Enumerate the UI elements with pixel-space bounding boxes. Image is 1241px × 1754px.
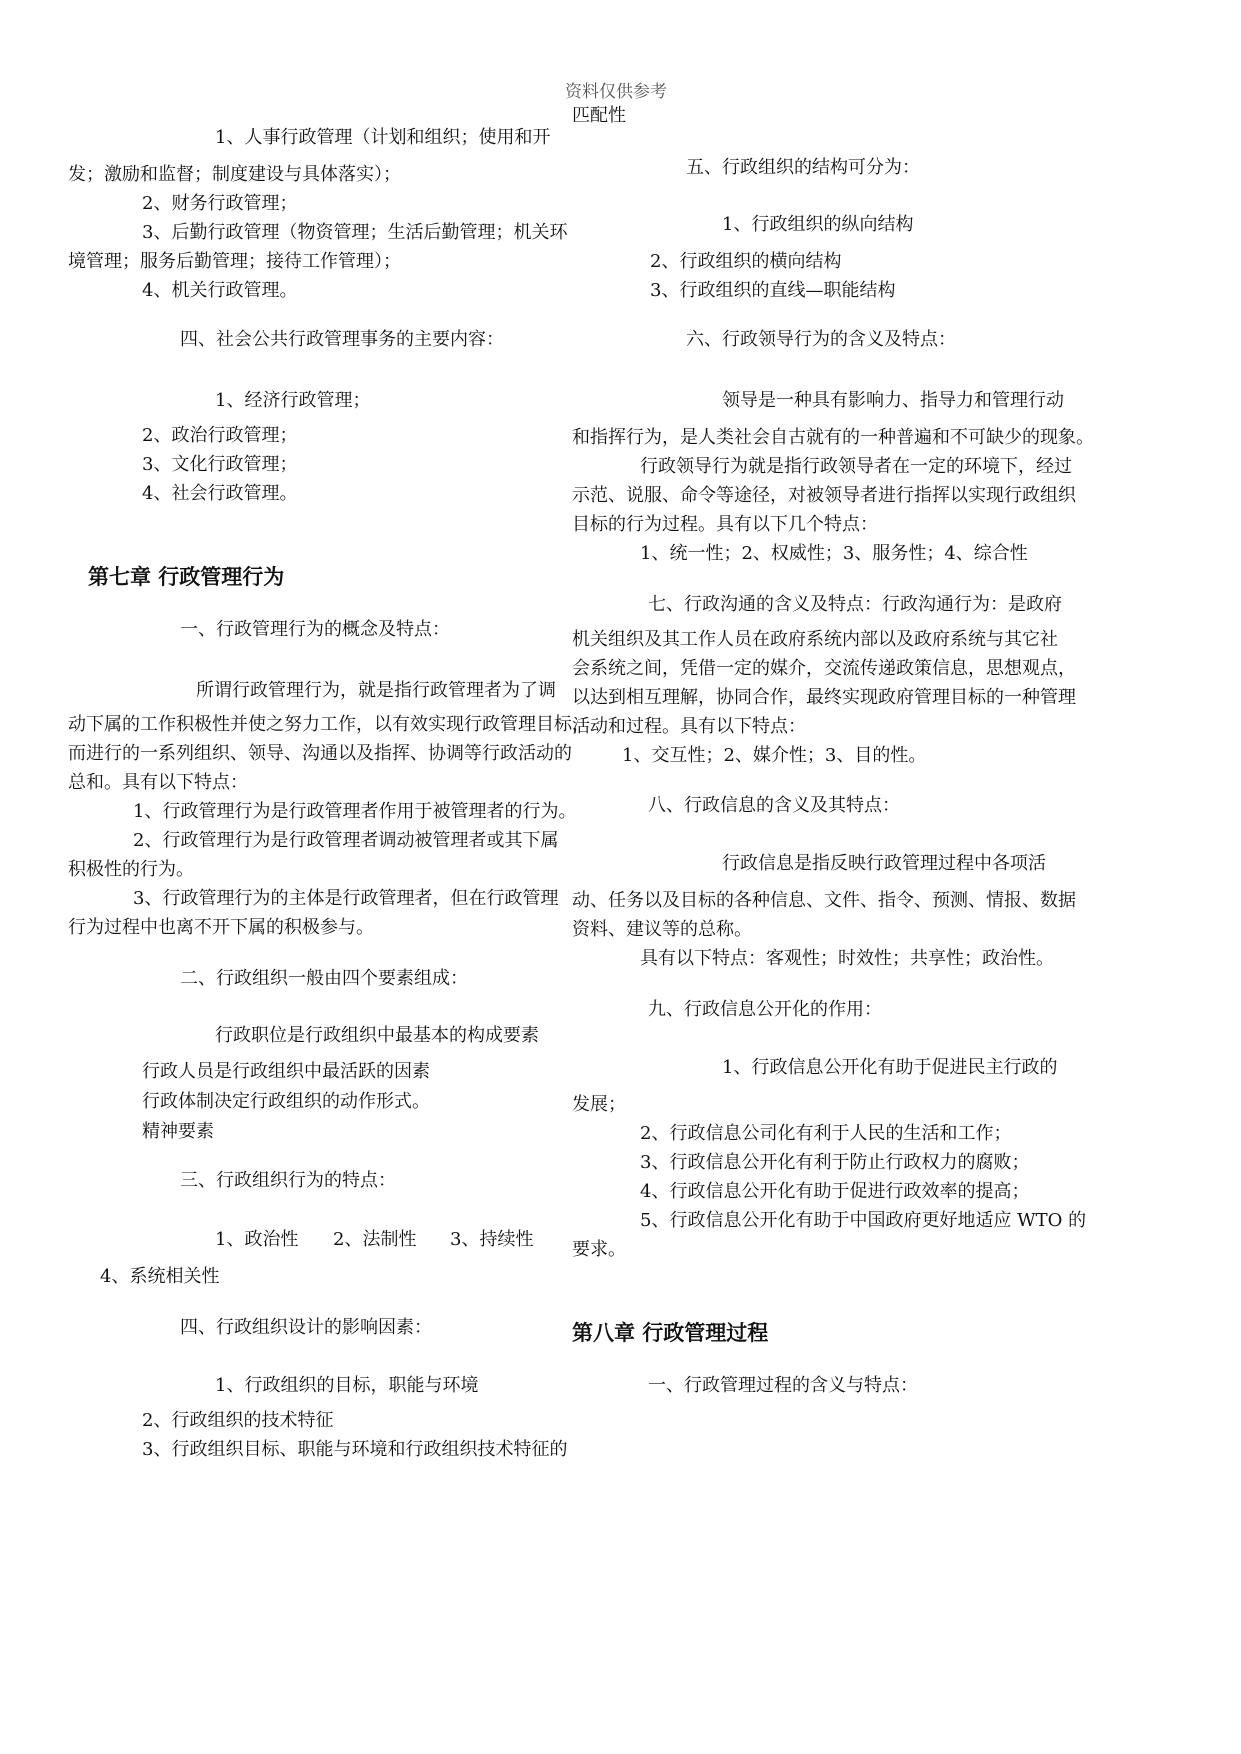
section-heading: 八、行政信息的含义及其特点： bbox=[648, 795, 900, 816]
text-line: 要求。 bbox=[572, 1239, 626, 1260]
text-line: 领导是一种具有影响力、指导力和管理行动 bbox=[722, 390, 1064, 411]
text-line: 动下属的工作积极性并使之努力工作，以有效实现行政管理目标， bbox=[68, 714, 590, 735]
text-line: 发展； bbox=[572, 1094, 626, 1115]
text-line: 动、任务以及目标的各种信息、文件、指令、预测、情报、数据 bbox=[572, 890, 1076, 911]
text-line: 活动和过程。具有以下特点： bbox=[572, 716, 806, 737]
text-line: 2、行政组织的横向结构 bbox=[650, 251, 842, 272]
text-line: 2、行政组织的技术特征 bbox=[142, 1410, 334, 1431]
text-line: 总和。具有以下特点： bbox=[68, 772, 248, 793]
section-heading: 六、行政领导行为的含义及特点： bbox=[686, 329, 956, 350]
text-line: 2、行政管理行为是行政管理者调动被管理者或其下属 bbox=[133, 830, 559, 851]
text-line: 而进行的一系列组织、领导、沟通以及指挥、协调等行政活动的 bbox=[68, 743, 572, 764]
text-line: 行政人员是行政组织中最活跃的因素 bbox=[142, 1061, 430, 1082]
text-line: 3、行政组织的直线—职能结构 bbox=[650, 280, 896, 301]
text-line: 目标的行为过程。具有以下几个特点： bbox=[572, 514, 878, 535]
text-line: 精神要素 bbox=[142, 1121, 214, 1142]
text-line: 2、法制性 bbox=[333, 1229, 417, 1250]
text-line: 4、系统相关性 bbox=[100, 1266, 220, 1287]
text-line: 匹配性 bbox=[572, 105, 626, 126]
text-line: 机关组织及其工作人员在政府系统内部以及政府系统与其它社 bbox=[572, 629, 1058, 650]
text-line: 境管理；服务后勤管理；接待工作管理）； bbox=[68, 251, 401, 272]
text-line: 4、社会行政管理。 bbox=[142, 483, 298, 504]
text-line: 行政领导行为就是指行政领导者在一定的环境下，经过 bbox=[640, 456, 1072, 477]
section-heading: 四、行政组织设计的影响因素： bbox=[180, 1317, 432, 1338]
text-line: 行政职位是行政组织中最基本的构成要素 bbox=[215, 1025, 539, 1046]
text-line: 示范、说服、命令等途径，对被领导者进行指挥以实现行政组织 bbox=[572, 485, 1076, 506]
text-line: 1、行政组织的纵向结构 bbox=[722, 214, 914, 235]
text-line: 会系统之间，凭借一定的媒介，交流传递政策信息，思想观点， bbox=[572, 658, 1076, 679]
text-line: 1、政治性 bbox=[215, 1229, 299, 1250]
text-line: 3、持续性 bbox=[450, 1229, 534, 1250]
text-line: 资料、建议等的总称。 bbox=[572, 919, 752, 940]
text-line: 2、行政信息公司化有利于人民的生活和工作； bbox=[640, 1123, 1012, 1144]
text-line: 具有以下特点：客观性；时效性；共享性；政治性。 bbox=[640, 948, 1054, 969]
text-line: 4、行政信息公开化有助于促进行政效率的提高； bbox=[640, 1181, 1030, 1202]
text-line: 4、机关行政管理。 bbox=[142, 280, 298, 301]
text-line: 3、后勤行政管理（物资管理；生活后勤管理；机关环 bbox=[142, 222, 568, 243]
text-line: 行政体制决定行政组织的动作形式。 bbox=[142, 1091, 430, 1112]
section-heading: 四、社会公共行政管理事务的主要内容： bbox=[180, 329, 504, 350]
text-line: 1、行政信息公开化有助于促进民主行政的 bbox=[722, 1057, 1058, 1078]
section-heading: 七、行政沟通的含义及特点：行政沟通行为：是政府 bbox=[648, 594, 1062, 615]
page-header-note: 资料仅供参考 bbox=[565, 82, 667, 102]
text-line: 2、财务行政管理； bbox=[142, 193, 298, 214]
text-line: 3、行政组织目标、职能与环境和行政组织技术特征的 bbox=[142, 1439, 568, 1460]
section-heading: 二、行政组织一般由四个要素组成： bbox=[180, 968, 468, 989]
section-heading: 五、行政组织的结构可分为： bbox=[686, 157, 920, 178]
text-line: 3、行政信息公开化有利于防止行政权力的腐败； bbox=[640, 1152, 1030, 1173]
text-line: 2、政治行政管理； bbox=[142, 425, 298, 446]
chapter-title: 第八章 行政管理过程 bbox=[572, 1321, 769, 1345]
text-line: 所谓行政管理行为，就是指行政管理者为了调 bbox=[196, 680, 556, 701]
text-line: 1、行政管理行为是行政管理者作用于被管理者的行为。 bbox=[133, 801, 577, 822]
text-line: 5、行政信息公开化有助于中国政府更好地适应 WTO 的 bbox=[640, 1210, 1087, 1231]
text-line: 1、统一性；2、权威性；3、服务性；4、综合性 bbox=[640, 543, 1028, 564]
text-line: 行政信息是指反映行政管理过程中各项活 bbox=[722, 853, 1046, 874]
text-line: 1、人事行政管理（计划和组织；使用和开 bbox=[215, 127, 551, 148]
text-line: 积极性的行为。 bbox=[68, 859, 194, 880]
text-line: 1、交互性；2、媒介性；3、目的性。 bbox=[622, 745, 927, 766]
section-heading: 一、行政管理行为的概念及特点： bbox=[180, 619, 450, 640]
text-line: 3、行政管理行为的主体是行政管理者，但在行政管理 bbox=[133, 888, 559, 909]
section-heading: 九、行政信息公开化的作用： bbox=[648, 999, 882, 1020]
text-line: 以达到相互理解，协同合作，最终实现政府管理目标的一种管理 bbox=[572, 687, 1076, 708]
chapter-title: 第七章 行政管理行为 bbox=[88, 565, 285, 589]
section-heading: 三、行政组织行为的特点： bbox=[180, 1170, 396, 1191]
text-line: 1、经济行政管理； bbox=[215, 390, 371, 411]
text-line: 发；激励和监督；制度建设与具体落实）； bbox=[68, 164, 401, 185]
text-line: 3、文化行政管理； bbox=[142, 454, 298, 475]
text-line: 行为过程中也离不开下属的积极参与。 bbox=[68, 917, 374, 938]
section-heading: 一、行政管理过程的含义与特点： bbox=[648, 1375, 918, 1396]
text-line: 1、行政组织的目标，职能与环境 bbox=[215, 1375, 479, 1396]
text-line: 和指挥行为，是人类社会自古就有的一种普遍和不可缺少的现象。 bbox=[572, 427, 1094, 448]
